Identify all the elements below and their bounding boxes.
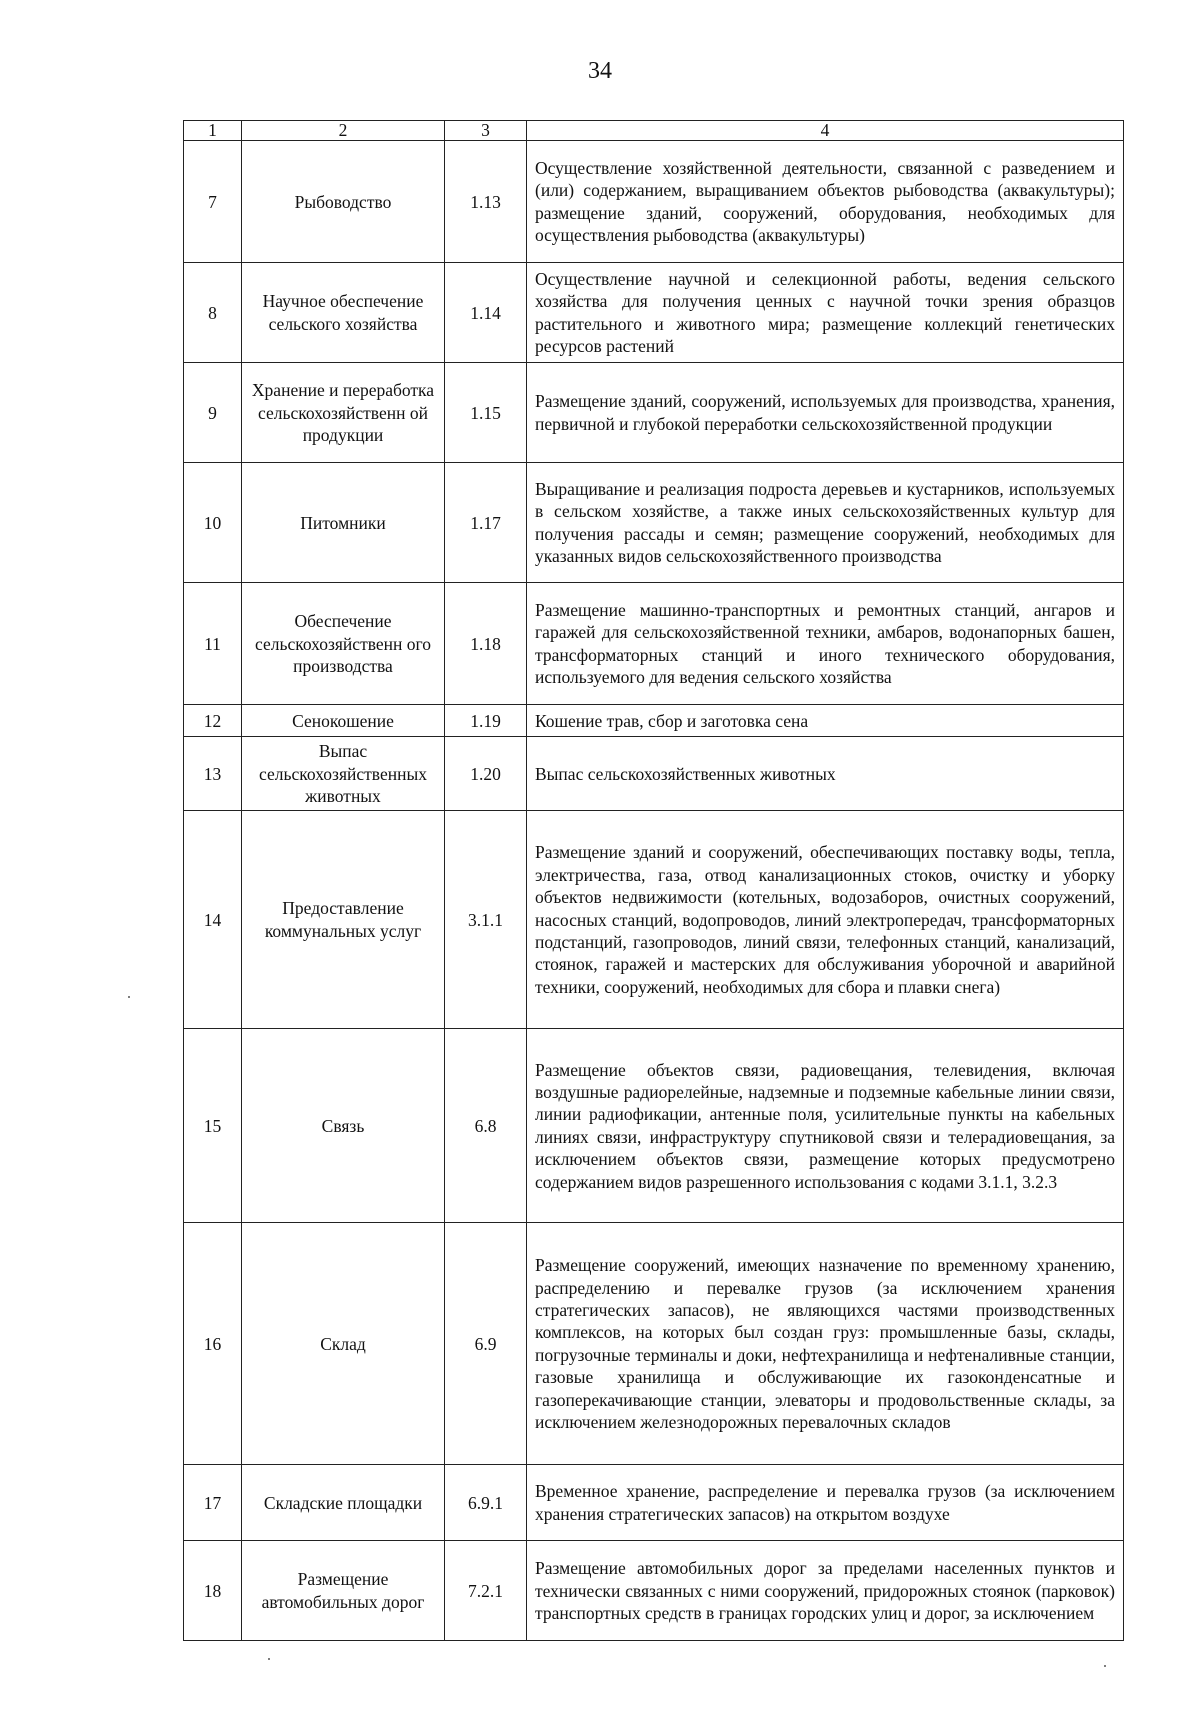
- use-type-code: 1.15: [445, 363, 527, 463]
- use-type-description: Размещение машинно-транспортных и ремонтных станций, ангаров и гаражей для сельскохозяйственной техники, амбаров, водонапорных башен, трансформаторных станций и иного технического оборудования, используемого для ведения сельского хозяйства: [527, 583, 1124, 705]
- table-row: [184, 363, 1124, 463]
- use-type-name: Выпас сельскохозяйственных животных: [242, 737, 445, 811]
- use-type-description: Размещение объектов связи, радиовещания, телевидения, включая воздушные радиорелейные, надземные и подземные кабельные линии связи, линии радиофикации, антенные поля, усилительные пункты на кабельных линиях связи, инфраструктуру спутниковой связи и телерадиовещания, за исключением объектов связи, размещение которых предусмотрено содержанием видов разрешенного использования с кодами 3.1.1, 3.2.3: [527, 1029, 1124, 1223]
- table-row: [184, 263, 1124, 363]
- row-number: 9: [184, 363, 242, 463]
- row-number: 14: [184, 811, 242, 1029]
- row-number: 10: [184, 463, 242, 583]
- row-number: 18: [184, 1541, 242, 1641]
- use-type-name: Размещение автомобильных дорог: [242, 1541, 445, 1641]
- use-type-code: 6.8: [445, 1029, 527, 1223]
- use-type-code: 3.1.1: [445, 811, 527, 1029]
- table-row: [184, 583, 1124, 705]
- use-type-name: Связь: [242, 1029, 445, 1223]
- use-type-code: 1.20: [445, 737, 527, 811]
- use-type-name: Складские площадки: [242, 1465, 445, 1541]
- scan-speck: [128, 996, 130, 998]
- use-type-name: Питомники: [242, 463, 445, 583]
- header-cell-1: 1: [184, 121, 242, 141]
- use-type-code: 1.14: [445, 263, 527, 363]
- use-type-name: Обеспечение сельскохозяйственн ого производства: [242, 583, 445, 705]
- header-cell-4: 4: [527, 121, 1124, 141]
- use-type-description: Размещение автомобильных дорог за пределами населенных пунктов и технически связанных с ними сооружений, придорожных стоянок (парковок) транспортных средств в границах городских улиц и дорог, за исключением: [527, 1541, 1124, 1641]
- use-type-description: Выращивание и реализация подроста деревьев и кустарников, используемых в сельском хозяйстве, а также иных сельскохозяйственных культур для получения рассады и семян; размещение сооружений, необходимых для указанных видов сельскохозяйственного производства: [527, 463, 1124, 583]
- table-row: [184, 811, 1124, 1029]
- use-type-description: Выпас сельскохозяйственных животных: [527, 737, 1124, 811]
- use-type-description: Размещение зданий, сооружений, используемых для производства, хранения, первичной и глубокой переработки сельскохозяйственной продукции: [527, 363, 1124, 463]
- page-number: 34: [588, 58, 612, 84]
- use-type-description: Осуществление научной и селекционной работы, ведения сельского хозяйства для получения ценных с научной точки зрения образцов растительного и животного мира; размещение коллекций генетических ресурсов растений: [527, 263, 1124, 363]
- table-row: [184, 1465, 1124, 1541]
- use-type-code: 6.9.1: [445, 1465, 527, 1541]
- use-type-description: Временное хранение, распределение и перевалка грузов (за исключением хранения стратегических запасов) на открытом воздухе: [527, 1465, 1124, 1541]
- use-type-name: Рыбоводство: [242, 141, 445, 263]
- row-number: 8: [184, 263, 242, 363]
- table-row: [184, 141, 1124, 263]
- use-type-code: 1.19: [445, 705, 527, 737]
- use-type-name: Предоставление коммунальных услуг: [242, 811, 445, 1029]
- use-type-name: Научное обеспечение сельского хозяйства: [242, 263, 445, 363]
- use-type-code: 1.17: [445, 463, 527, 583]
- use-type-code: 6.9: [445, 1223, 527, 1465]
- use-type-code: 1.18: [445, 583, 527, 705]
- scan-speck: [268, 1658, 270, 1660]
- table-row: [184, 1223, 1124, 1465]
- row-number: 16: [184, 1223, 242, 1465]
- use-type-name: Хранение и переработка сельскохозяйственн ой продукции: [242, 363, 445, 463]
- header-cell-3: 3: [445, 121, 527, 141]
- use-type-description: Размещение зданий и сооружений, обеспечивающих поставку воды, тепла, электричества, газа, отвод канализационных стоков, очистку и уборку объектов недвижимости (котельных, водозаборов, очистных сооружений, насосных станций, водопроводов, линий электропередач, трансформаторных подстанций, газопроводов, линий связи, телефонных станций, канализаций, стоянок, гаражей и мастерских для обслуживания уборочной и аварийной техники, сооружений, необходимых для сбора и плавки снега): [527, 811, 1124, 1029]
- table-header-row: [184, 121, 1124, 141]
- table-row: [184, 463, 1124, 583]
- header-cell-2: 2: [242, 121, 445, 141]
- table-row: [184, 1541, 1124, 1641]
- table-row: [184, 705, 1124, 737]
- row-number: 17: [184, 1465, 242, 1541]
- table-row: [184, 737, 1124, 811]
- scan-speck: [1104, 1665, 1106, 1667]
- land-use-table: [183, 120, 1124, 1641]
- use-type-name: Склад: [242, 1223, 445, 1465]
- use-type-description: Размещение сооружений, имеющих назначение по временному хранению, распределению и перевалке грузов (за исключением хранения стратегических запасов), не являющихся частями производственных комплексов, на которых был создан груз: промышленные базы, склады, погрузочные терминалы и доки, нефтехранилища и нефтеналивные станции, газовые хранилища и обслуживающие их газоконденсатные и газоперекачивающие станции, элеваторы и продовольственные склады, за исключением железнодорожных перевалочных складов: [527, 1223, 1124, 1465]
- row-number: 11: [184, 583, 242, 705]
- row-number: 15: [184, 1029, 242, 1223]
- use-type-code: 7.2.1: [445, 1541, 527, 1641]
- row-number: 12: [184, 705, 242, 737]
- table-row: [184, 1029, 1124, 1223]
- use-type-code: 1.13: [445, 141, 527, 263]
- use-type-description: Осуществление хозяйственной деятельности, связанной с разведением и (или) содержанием, выращиванием объектов рыбоводства (аквакультуры); размещение зданий, сооружений, оборудования, необходимых для осуществления рыбоводства (аквакультуры): [527, 141, 1124, 263]
- use-type-name: Сенокошение: [242, 705, 445, 737]
- row-number: 13: [184, 737, 242, 811]
- row-number: 7: [184, 141, 242, 263]
- use-type-description: Кошение трав, сбор и заготовка сена: [527, 705, 1124, 737]
